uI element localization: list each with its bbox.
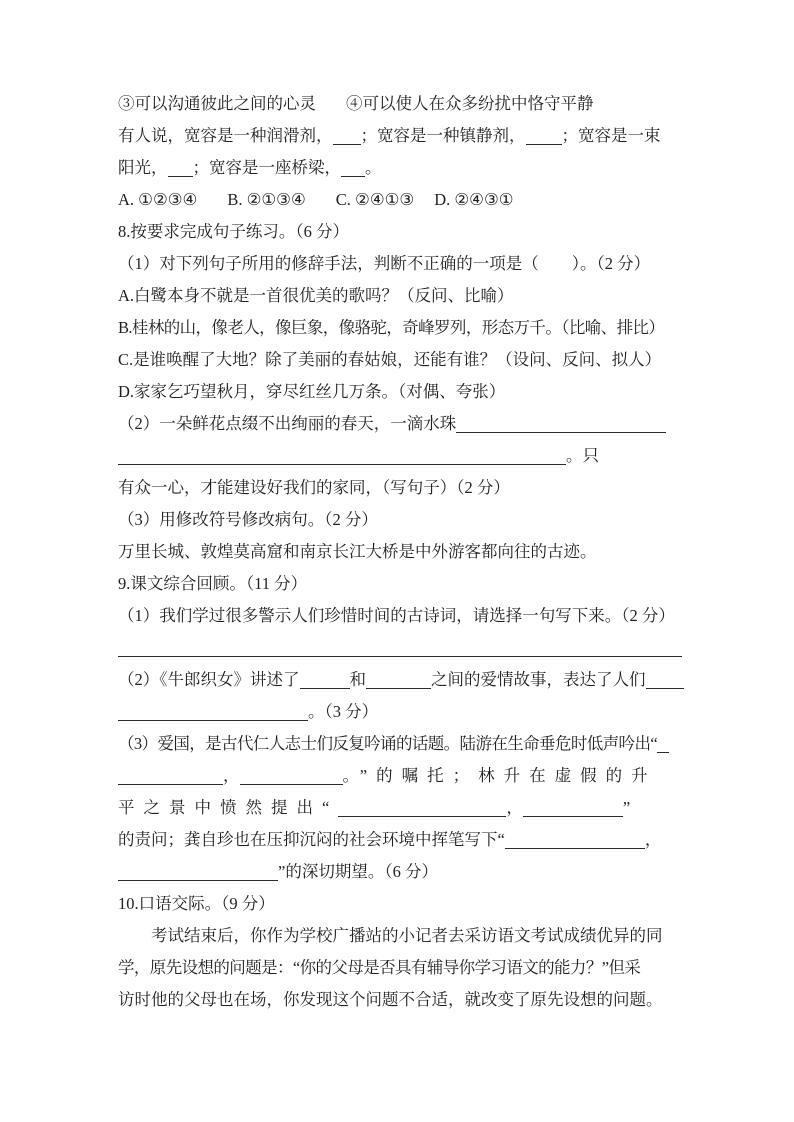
q8-1-option-c: [118, 344, 684, 376]
answer-blank: [526, 140, 562, 145]
answer-blank: [333, 140, 361, 145]
answer-blank: [657, 748, 669, 753]
text-segment: 。”的嘱托；林升在虚假的升: [342, 766, 657, 785]
answer-blank: [366, 684, 431, 689]
q9-3-line-1: [118, 728, 684, 760]
answer-blank: [240, 780, 343, 785]
text-segment: 平之景中愤然提出“: [118, 798, 339, 817]
text-segment: B.桂林的山，像老人，像巨象，像骆驼，奇峰罗列，形态万千。（比喻、排比）: [118, 318, 665, 337]
document-body: [118, 88, 684, 1016]
answer-blank: [168, 172, 193, 177]
text-segment: ；宽容是一座桥梁，: [192, 158, 341, 177]
answer-blank: [456, 428, 666, 433]
text-segment: （3）用修改符号修改病句。（2 分）: [118, 510, 378, 529]
text-segment: （1）对下列句子所用的修辞手法，判断不正确的一项是（ ）。（2 分）: [118, 254, 651, 273]
text-segment: 阳光，: [118, 158, 168, 177]
q8-2-prompt-line-3: [118, 472, 684, 504]
text-segment: 学，原先设想的问题是：“你的父母是否具有辅导你学习语文的能力？”但采: [118, 958, 641, 977]
text-segment: A. ①②③④: [118, 190, 198, 209]
spacer: [197, 204, 227, 205]
text-segment: ；宽容是一种镇静剂，: [360, 126, 526, 145]
numbered-item-3-4: [118, 88, 684, 120]
text-segment: 有人说，宽容是一种润滑剂，: [118, 126, 333, 145]
text-segment: ④可以使人在众多纷扰中恪守平静: [346, 94, 594, 113]
text-segment: D. ②④③①: [434, 190, 514, 209]
tolerance-sentence-line-2: [118, 152, 684, 184]
q10-paragraph-line-1: [118, 920, 684, 952]
answer-blank: [118, 460, 566, 465]
text-segment: ”: [622, 798, 631, 817]
answer-blank: [523, 812, 623, 817]
q10-paragraph-line-3: [118, 984, 684, 1016]
text-segment: ③可以沟通彼此之间的心灵: [118, 94, 316, 113]
text-segment: 考试结束后，你作为学校广播站的小记者去采访语文考试成绩优异的同: [151, 926, 663, 945]
text-segment: 。只: [566, 446, 599, 465]
text-segment: 访时他的父母也在场，你发现这个问题不合适，就改变了原先设想的问题。: [118, 990, 663, 1009]
q8-1-option-d: [118, 376, 684, 408]
answer-blank: [505, 844, 645, 849]
spacer: [306, 204, 336, 205]
question-8-header: [118, 216, 684, 248]
text-segment: C.是谁唤醒了大地？除了美丽的春姑娘，还能有谁？（设问、反问、拟人）: [118, 350, 662, 369]
text-segment: ，: [644, 830, 662, 849]
tolerance-sentence-line-1: [118, 120, 684, 152]
text-segment: 之间的爱情故事，表达了人们: [431, 670, 646, 689]
answer-blank: [300, 684, 350, 689]
text-segment: ；宽容是一束: [561, 126, 661, 145]
text-segment: 10.口语交际。（9 分）: [118, 894, 275, 913]
answer-blank: [341, 172, 365, 177]
q8-3-prompt: [118, 504, 684, 536]
q8-2-prompt-line-1: [118, 408, 684, 440]
q9-1-prompt: [118, 600, 684, 632]
q9-1-answer-line: [118, 632, 684, 664]
text-segment: 的责问；龚自珍也在压抑沉闷的社会环境中挥笔写下“: [118, 830, 505, 849]
answer-blank: [338, 812, 506, 817]
q8-1-option-a: [118, 280, 684, 312]
text-segment: （2）《牛郎织女》讲述了: [118, 670, 300, 689]
text-segment: ，: [223, 766, 240, 785]
q8-1-prompt: [118, 248, 684, 280]
answer-blank: [118, 780, 223, 785]
text-segment: 有众一心，才能建设好我们的家同，（写句子）（2 分）: [118, 478, 510, 497]
text-segment: 。: [365, 158, 382, 177]
q9-3-line-5: [118, 856, 684, 888]
question-10-header: [118, 888, 684, 920]
text-segment: A.白鹭本身不就是一首很优美的歌吗？（反问、比喻）: [118, 286, 514, 305]
text-segment: ，: [506, 798, 523, 817]
q9-2-line-1: [118, 664, 684, 696]
spacer: [316, 108, 346, 109]
q8-3-sentence: [118, 536, 684, 568]
text-segment: （1）我们学过很多警示人们珍惜时间的古诗词，请选择一句写下来。（2 分）: [118, 606, 675, 625]
q10-paragraph-line-2: [118, 952, 684, 984]
q8-1-option-b: [118, 312, 684, 344]
q8-2-prompt-line-2: [118, 440, 684, 472]
q9-2-line-2: [118, 696, 684, 728]
text-segment: 万里长城、敦煌莫高窟和南京长江大桥是中外游客都向往的古迹。: [118, 542, 597, 561]
text-segment: B. ②①③④: [227, 190, 306, 209]
multiple-choice-options: [118, 184, 684, 216]
text-segment: ”的深切期望。（6 分）: [278, 862, 438, 881]
text-segment: 8.按要求完成句子练习。（6 分）: [118, 222, 349, 241]
text-segment: （2）一朵鲜花点缀不出绚丽的春天，一滴水珠: [118, 414, 457, 433]
question-9-header: [118, 568, 684, 600]
q9-3-line-4: [118, 824, 684, 856]
answer-blank: [646, 684, 684, 689]
spacer: [414, 204, 434, 205]
q9-3-line-2: [118, 760, 684, 792]
answer-blank: [118, 716, 308, 721]
text-segment: 9.课文综合回顾。（11 分）: [118, 574, 308, 593]
text-segment: D.家家乞巧望秋月，穿尽红丝几万条。（对偶、夸张）: [118, 382, 506, 401]
q9-3-line-3: [118, 792, 684, 824]
text-segment: 和: [349, 670, 366, 689]
text-segment: （3）爱国，是古代仁人志士们反复吟诵的话题。陆游在生命垂危时低声吟出“: [118, 734, 658, 753]
text-segment: C. ②④①③: [335, 190, 415, 209]
answer-blank: [118, 652, 682, 657]
text-segment: 。（3 分）: [308, 702, 379, 721]
answer-blank: [118, 876, 278, 881]
